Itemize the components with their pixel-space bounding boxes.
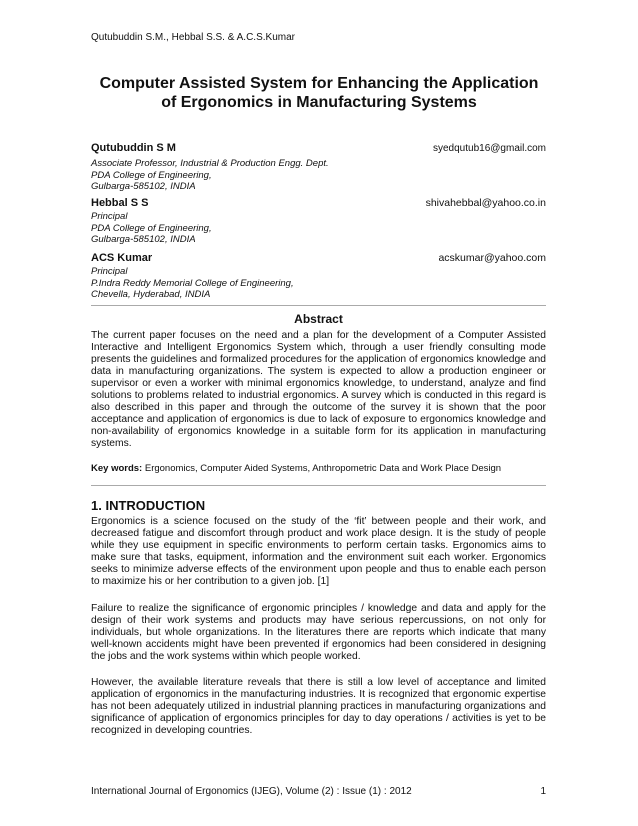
author-email[interactable]: acskumar@yahoo.com: [438, 252, 546, 264]
author-email[interactable]: shivahebbal@yahoo.co.in: [425, 197, 546, 209]
affiliation-line: PDA College of Engineering,: [91, 222, 212, 234]
affiliation-line: Principal: [91, 211, 128, 222]
affiliation-line: Chevella, Hyderabad, INDIA: [91, 289, 211, 300]
author-block-2: [91, 197, 546, 246]
footer-journal: International Journal of Ergonomics (IJEG), Volume (2) : Issue (1) : 2012: [91, 786, 412, 797]
paper-title: Computer Assisted System for Enhancing the Application of Ergonomics in Manufacturing Systems: [99, 75, 539, 111]
body-paragraph-1: Ergonomics is a science focused on the study of the ‘fit’ between people and their work, and decreased fatigue and discomfort through product and work place design. It is the study of people while they use equipment in specific environments to perform certain tasks. Ergonomics aims to make sure that tasks, equipment, information and the environment suit each worker. Ergonomics seeks to minimize adverse effects of the environment upon people and thus to enable each person to maximize his or her contribution to a given job. [1]: [91, 516, 546, 587]
affiliation-line: Gulbarga-585102, INDIA: [91, 234, 196, 245]
affiliation-line: P.Indra Reddy Memorial College of Engineering,: [91, 277, 294, 289]
author-email[interactable]: syedqutub16@gmail.com: [433, 143, 546, 154]
author-block-3: [91, 252, 546, 301]
page-footer: [91, 786, 546, 797]
divider: [91, 485, 546, 486]
page-number: 1: [540, 786, 546, 797]
running-head: Qutubuddin S.M., Hebbal S.S. & A.C.S.Kumar: [91, 32, 295, 43]
affiliation-line: PDA College of Engineering,: [91, 169, 212, 181]
author-block-1: [91, 142, 546, 193]
affiliation-line: Principal: [91, 266, 128, 277]
keywords: [91, 463, 501, 474]
author-name: Qutubuddin S M: [91, 142, 176, 154]
keywords-text: Ergonomics, Computer Aided Systems, Anthropometric Data and Work Place Design: [144, 463, 502, 474]
affiliation-line: Associate Professor, Industrial & Production Engg. Dept.: [91, 158, 329, 169]
body-paragraph-3: However, the available literature reveals that there is still a low level of acceptance and limited application of ergonomics in the manufacturing industries. It is recognized that ergonomic expertise has not been adequately utilized in industrial planning practices in manufacturing organizations and significance of application of ergonomics principles for day to day operations / activities is yet to be recognized in developing countries.: [91, 677, 546, 736]
author-name: Hebbal S S: [91, 197, 149, 209]
abstract-heading: Abstract: [294, 312, 343, 326]
keywords-label: Key words:: [91, 463, 143, 474]
divider: [91, 305, 546, 306]
affiliation-line: Gulbarga-585102, INDIA: [91, 181, 196, 192]
abstract-text: The current paper focuses on the need and a plan for the development of a Computer Assisted Interactive and Intelligent Ergonomics System which, through a user friendly consulting mode presents the guidelines and formalized procedures for the application of ergonomics knowledge and data in manufacturing organizations. The system is expected to allow a production engineer or supervisor or even a worker with minimal ergonomics knowledge, to understand, analyze and find solutions to problems related to industrial ergonomics. A survey which is conducted in this regard is also described in this paper and through the outcome of the survey it is shown that the poor acceptance and application of ergonomics is due to lack of exposure to ergonomics knowledge and non-availability of ergonomics knowledge in a suitable form for its application in manufacturing systems.: [91, 330, 546, 449]
body-paragraph-2: Failure to realize the significance of ergonomic principles / knowledge and data and apply for the design of their work systems and products may have serious repercussions, on not only for individuals, but whole organizations. In the literatures there are reports which indicate that many well-known accidents might have been prevented if ergonomics had been considered in designing the jobs and the work systems within which people worked.: [91, 603, 546, 662]
author-name: ACS Kumar: [91, 252, 153, 264]
section-heading: 1. INTRODUCTION: [91, 498, 206, 513]
